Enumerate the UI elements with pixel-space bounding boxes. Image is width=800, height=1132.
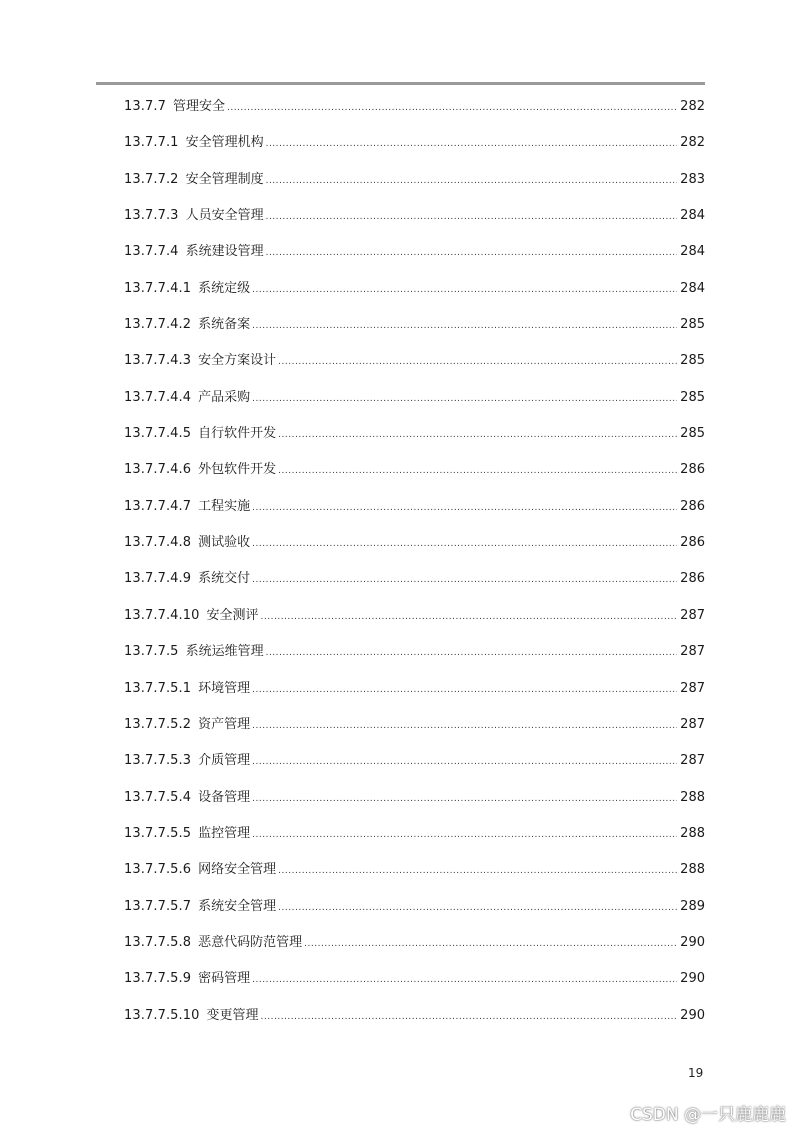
toc-dot-leader bbox=[252, 318, 677, 334]
toc-entry[interactable] bbox=[124, 641, 705, 677]
toc-entry-number: 13.7.7.5.8 bbox=[124, 934, 192, 950]
toc-entry-number: 13.7.7.5.3 bbox=[124, 753, 192, 769]
toc-dot-leader bbox=[252, 500, 677, 516]
toc-entry-page: 290 bbox=[680, 971, 705, 987]
watermark: CSDN @一只鹿鹿鹿 bbox=[630, 1105, 786, 1125]
toc-entry[interactable] bbox=[124, 96, 705, 132]
toc-dot-leader bbox=[252, 536, 677, 552]
toc-entry-number: 13.7.7 bbox=[124, 99, 166, 114]
toc-entry[interactable] bbox=[124, 968, 705, 1004]
toc-entry-number: 13.7.7.5.4 bbox=[124, 789, 192, 805]
toc-entry-title: 外包软件开发 bbox=[198, 462, 277, 478]
toc-entry-page: 290 bbox=[680, 934, 705, 950]
toc-dot-leader bbox=[278, 900, 677, 916]
toc-entry-page: 287 bbox=[680, 680, 705, 696]
toc-entry-title: 系统备案 bbox=[198, 317, 251, 333]
toc-entry-title: 系统安全管理 bbox=[198, 898, 277, 914]
toc-dot-leader bbox=[266, 173, 678, 189]
toc-entry-page: 287 bbox=[680, 716, 705, 732]
toc-dot-leader bbox=[261, 1009, 678, 1025]
toc-entry-page: 286 bbox=[680, 498, 705, 514]
toc-entry-number: 13.7.7.4.10 bbox=[124, 607, 200, 623]
toc-dot-leader bbox=[278, 354, 677, 370]
toc-entry-title: 变更管理 bbox=[206, 1007, 259, 1023]
toc-entry-page: 283 bbox=[680, 171, 705, 187]
toc-entry-title: 密码管理 bbox=[198, 971, 251, 987]
toc-entry-number: 13.7.7.2 bbox=[124, 171, 179, 187]
page-number: 19 bbox=[688, 1066, 704, 1080]
toc-entry[interactable] bbox=[124, 932, 705, 968]
table-of-contents bbox=[124, 96, 705, 1041]
toc-entry-number: 13.7.7.4.4 bbox=[124, 389, 192, 405]
header-rule bbox=[96, 82, 705, 85]
toc-dot-leader bbox=[304, 936, 677, 952]
toc-entry-number: 13.7.7.5.5 bbox=[124, 825, 192, 841]
toc-dot-leader bbox=[252, 972, 677, 988]
toc-entry-title: 测试验收 bbox=[198, 535, 251, 551]
toc-entry-title: 产品采购 bbox=[198, 389, 251, 405]
toc-entry-title: 介质管理 bbox=[198, 753, 251, 769]
toc-entry[interactable] bbox=[124, 350, 705, 386]
toc-dot-leader bbox=[252, 282, 677, 298]
toc-entry[interactable] bbox=[124, 714, 705, 750]
toc-dot-leader bbox=[252, 827, 677, 843]
toc-dot-leader bbox=[278, 863, 677, 879]
toc-dot-leader bbox=[252, 572, 677, 588]
toc-entry-page: 285 bbox=[680, 353, 705, 369]
toc-entry-page: 290 bbox=[680, 1007, 705, 1023]
toc-entry-page: 284 bbox=[680, 244, 705, 260]
toc-entry[interactable] bbox=[124, 132, 705, 168]
toc-entry-page: 282 bbox=[680, 135, 705, 151]
toc-entry-title: 工程实施 bbox=[198, 498, 251, 514]
toc-dot-leader bbox=[266, 209, 678, 225]
toc-entry[interactable] bbox=[124, 459, 705, 495]
toc-entry[interactable] bbox=[124, 278, 705, 314]
toc-entry[interactable] bbox=[124, 496, 705, 532]
toc-entry-number: 13.7.7.5.1 bbox=[124, 680, 192, 696]
toc-dot-leader bbox=[252, 718, 677, 734]
toc-entry-number: 13.7.7.3 bbox=[124, 208, 179, 224]
toc-entry-title: 设备管理 bbox=[198, 789, 251, 805]
toc-entry-number: 13.7.7.1 bbox=[124, 135, 179, 151]
toc-entry-page: 285 bbox=[680, 426, 705, 442]
toc-entry-title: 安全方案设计 bbox=[198, 353, 277, 369]
toc-entry-number: 13.7.7.5.10 bbox=[124, 1007, 200, 1023]
toc-entry-title: 恶意代码防范管理 bbox=[198, 934, 303, 950]
toc-entry-page: 288 bbox=[680, 825, 705, 841]
toc-entry-title: 环境管理 bbox=[198, 680, 251, 696]
toc-entry-number: 13.7.7.4.5 bbox=[124, 426, 192, 442]
toc-entry-number: 13.7.7.4.8 bbox=[124, 535, 192, 551]
toc-entry-number: 13.7.7.5 bbox=[124, 644, 179, 660]
toc-entry[interactable] bbox=[124, 314, 705, 350]
toc-entry-page: 286 bbox=[680, 571, 705, 587]
toc-entry-title: 系统运维管理 bbox=[185, 644, 264, 660]
toc-entry[interactable] bbox=[124, 750, 705, 786]
toc-entry-number: 13.7.7.5.9 bbox=[124, 971, 192, 987]
toc-entry[interactable] bbox=[124, 532, 705, 568]
toc-dot-leader bbox=[252, 754, 677, 770]
toc-entry-title: 系统交付 bbox=[198, 571, 251, 587]
toc-entry-number: 13.7.7.4.6 bbox=[124, 462, 192, 478]
toc-entry-title: 网络安全管理 bbox=[198, 862, 277, 878]
toc-entry[interactable] bbox=[124, 568, 705, 604]
toc-dot-leader bbox=[266, 645, 678, 661]
toc-entry-title: 系统建设管理 bbox=[185, 244, 264, 260]
toc-entry-title: 资产管理 bbox=[198, 716, 251, 732]
toc-entry-title: 人员安全管理 bbox=[185, 208, 264, 224]
toc-entry-title: 监控管理 bbox=[198, 825, 251, 841]
toc-entry[interactable] bbox=[124, 605, 705, 641]
toc-entry[interactable] bbox=[124, 823, 705, 859]
toc-entry-title: 自行软件开发 bbox=[198, 426, 277, 442]
toc-entry-page: 282 bbox=[680, 99, 705, 114]
toc-entry[interactable] bbox=[124, 859, 705, 895]
toc-entry-title: 管理安全 bbox=[172, 99, 225, 114]
toc-entry-number: 13.7.7.4.1 bbox=[124, 280, 192, 296]
toc-entry-page: 285 bbox=[680, 317, 705, 333]
toc-entry-title: 安全测评 bbox=[206, 607, 259, 623]
toc-entry-number: 13.7.7.5.6 bbox=[124, 862, 192, 878]
toc-entry[interactable] bbox=[124, 169, 705, 205]
toc-entry[interactable] bbox=[124, 205, 705, 241]
toc-entry-page: 287 bbox=[680, 607, 705, 623]
toc-entry-number: 13.7.7.5.7 bbox=[124, 898, 192, 914]
toc-entry-page: 288 bbox=[680, 862, 705, 878]
toc-entry-number: 13.7.7.4.7 bbox=[124, 498, 192, 514]
toc-entry[interactable] bbox=[124, 787, 705, 823]
toc-dot-leader bbox=[261, 609, 678, 625]
toc-entry-number: 13.7.7.5.2 bbox=[124, 716, 192, 732]
toc-entry-page: 287 bbox=[680, 753, 705, 769]
toc-entry[interactable] bbox=[124, 241, 705, 277]
toc-dot-leader bbox=[252, 682, 677, 698]
toc-entry[interactable] bbox=[124, 387, 705, 423]
toc-entry-title: 安全管理机构 bbox=[185, 135, 264, 151]
toc-dot-leader bbox=[266, 136, 678, 152]
toc-entry-number: 13.7.7.4.9 bbox=[124, 571, 192, 587]
toc-dot-leader bbox=[252, 391, 677, 407]
toc-entry[interactable] bbox=[124, 896, 705, 932]
toc-dot-leader bbox=[278, 463, 677, 479]
toc-entry-page: 287 bbox=[680, 644, 705, 660]
toc-entry-number: 13.7.7.4 bbox=[124, 244, 179, 260]
toc-entry-number: 13.7.7.4.3 bbox=[124, 353, 192, 369]
toc-entry-number: 13.7.7.4.2 bbox=[124, 317, 192, 333]
toc-entry[interactable] bbox=[124, 423, 705, 459]
toc-entry-page: 286 bbox=[680, 535, 705, 551]
toc-entry-page: 289 bbox=[680, 898, 705, 914]
toc-dot-leader bbox=[266, 245, 678, 261]
toc-entry-title: 安全管理制度 bbox=[185, 171, 264, 187]
toc-entry[interactable] bbox=[124, 678, 705, 714]
toc-entry-page: 284 bbox=[680, 280, 705, 296]
toc-dot-leader bbox=[278, 427, 677, 443]
toc-entry-page: 284 bbox=[680, 208, 705, 224]
toc-entry-title: 系统定级 bbox=[198, 280, 251, 296]
toc-entry-page: 288 bbox=[680, 789, 705, 805]
toc-entry-page: 285 bbox=[680, 389, 705, 405]
toc-dot-leader bbox=[252, 791, 677, 807]
toc-entry[interactable] bbox=[124, 1005, 705, 1041]
toc-dot-leader bbox=[227, 100, 677, 116]
toc-entry-page: 286 bbox=[680, 462, 705, 478]
